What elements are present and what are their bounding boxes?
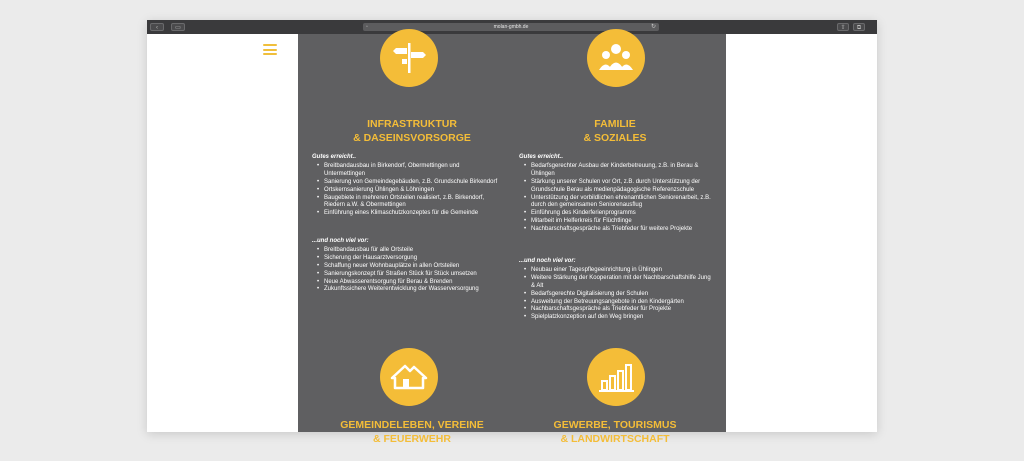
gewerbe-title-line2: & LANDWIRTSCHAFT — [560, 433, 670, 445]
bar-chart-icon — [587, 348, 645, 406]
infra-title-line1: INFRASTRUKTUR — [367, 118, 457, 130]
family-icon — [587, 29, 645, 87]
gemeinde-title — [308, 418, 516, 446]
share-button[interactable]: ⇧ — [837, 23, 849, 31]
list-item: • Stärkung unserer Schulen vor Ort, z.B. durch Unterstützung der Grundschule Berau als medienpädagogische Referenzschule — [531, 179, 713, 195]
house-icon — [380, 348, 438, 406]
gewerbe-title-line1: GEWERBE, TOURISMUS — [553, 419, 677, 431]
content-panel — [298, 34, 726, 445]
list-item: • Schaffung neuer Wohnbauplätze in allen Ortsteilen — [324, 263, 502, 271]
tabs-button[interactable]: ⧉ — [853, 23, 865, 31]
list-item: • Sanierungskonzept für Straßen Stück für Stück umsetzen — [324, 271, 502, 279]
familie-done — [519, 154, 713, 234]
list-item: • Neue Abwasserentsorgung für Berau & Brenden — [324, 279, 502, 287]
address-url: molan-gmbh.de — [493, 24, 529, 30]
list-item: • Baugebiete in mehreren Ortsteilen realisiert, z.B. Birkendorf, Riedern a.W. & Obermettingen — [324, 195, 502, 211]
list-item: • Sicherung der Hausarztversorgung — [324, 255, 502, 263]
familie-todo-head: ...und noch viel vor: — [519, 258, 576, 264]
familie-title-line1: FAMILIE — [594, 118, 636, 130]
familie-done-head: Gutes erreicht.. — [519, 154, 564, 160]
list-item: • Sanierung von Gemeindegebäuden, z.B. Grundschule Birkendorf — [324, 179, 502, 187]
infra-done — [312, 154, 502, 218]
list-item: • Weitere Stärkung der Kooperation mit der Nachbarschaftshilfe Jung & Alt — [531, 275, 713, 291]
list-item: • Einführung des Kinderferienprogramms — [531, 210, 713, 218]
list-item: • Mitarbeit im Helferkreis für Flüchtlinge — [531, 218, 713, 226]
infra-title — [312, 117, 512, 145]
menu-icon[interactable] — [263, 44, 277, 55]
infra-todo-head: ...und noch viel vor: — [312, 238, 369, 244]
back-button[interactable]: ‹ — [150, 23, 164, 31]
list-item: • Einführung eines Klimaschutzkonzeptes für die Gemeinde — [324, 210, 502, 218]
sidebar-button[interactable]: ▭ — [171, 23, 185, 31]
gewerbe-title — [515, 418, 715, 446]
list-item: • Bedarfsgerechte Digitalisierung der Schulen — [531, 291, 713, 299]
list-item: • Nachbarschaftsgespräche als Triebfeder für weitere Projekte — [531, 226, 713, 234]
list-item: • Neubau einer Tagespflegeeinrichtung in Ühlingen — [531, 267, 713, 275]
list-item: • Spielplatzkonzeption auf den Weg bringen — [531, 314, 713, 322]
familie-todo — [519, 258, 713, 322]
gemeinde-title-line1: GEMEINDELEBEN, VEREINE — [340, 419, 484, 431]
browser-window — [147, 20, 877, 445]
gemeinde-title-line2: & FEUERWEHR — [373, 433, 451, 445]
familie-title-line2: & SOZIALES — [583, 132, 647, 144]
list-item: • Unterstützung der vorbildlichen ehrenamtlichen Seniorenarbeit, z.B. durch den gemeinsamen Seniorenausflug — [531, 195, 713, 211]
reload-icon[interactable]: ↻ — [650, 24, 656, 30]
page-icon: ▫ — [366, 24, 368, 30]
list-item: • Nachbarschaftsgespräche als Triebfeder für Projekte — [531, 306, 713, 314]
infra-done-head: Gutes erreicht.. — [312, 154, 357, 160]
signpost-icon — [380, 29, 438, 87]
list-item: • Bedarfsgerechter Ausbau der Kinderbetreuung, z.B. in Berau & Ühlingen — [531, 163, 713, 179]
list-item: • Zukunftssichere Weiterentwicklung der Wasserversorgung — [324, 286, 502, 294]
list-item: • Breitbandausbau für alle Ortsteile — [324, 247, 502, 255]
infra-todo — [312, 238, 502, 294]
list-item: • Ausweitung der Betreuungsangebote in den Kindergärten — [531, 299, 713, 307]
list-item: • Ortskernsanierung Ühlingen & Löhningen — [324, 187, 502, 195]
browser-toolbar — [147, 20, 877, 34]
infra-title-line2: & DASEINSVORSORGE — [353, 132, 471, 144]
list-item: • Breitbandausbau in Birkendorf, Obermettingen und Untermettingen — [324, 163, 502, 179]
familie-title — [515, 117, 715, 145]
